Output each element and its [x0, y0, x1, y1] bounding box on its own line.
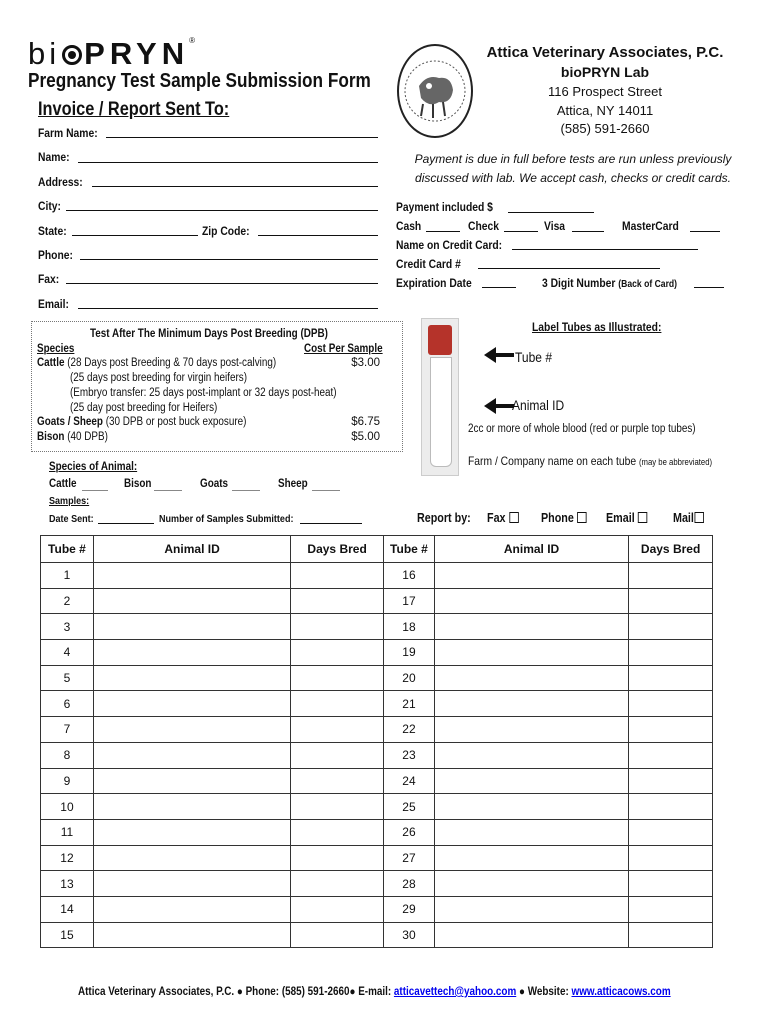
table-row: [41, 691, 384, 717]
state-field[interactable]: [72, 235, 198, 236]
left-days-header: Days Bred: [291, 536, 384, 563]
table-row: [384, 717, 713, 743]
table-row: [41, 640, 384, 666]
table-row: [41, 717, 384, 743]
table-row: [41, 588, 384, 614]
table-row: [384, 896, 713, 922]
tube-number-cell: 22: [384, 717, 435, 743]
farm-note-text: Farm / Company name on each tube: [468, 454, 637, 468]
table-row: [384, 665, 713, 691]
animal-id-cell[interactable]: [93, 922, 290, 948]
days-bred-cell[interactable]: [629, 871, 713, 897]
org-name: Attica Veterinary Associates, P.C.: [486, 44, 724, 61]
table-row: [41, 819, 384, 845]
tube-number-cell: 13: [41, 871, 94, 897]
right-animal-header: Animal ID: [434, 536, 628, 563]
footer-mid: ● Website:: [516, 986, 572, 998]
report-email[interactable]: [606, 511, 648, 525]
cattle-line-4: (25 day post breeding for Heifers): [70, 402, 218, 414]
tube-number-cell: 19: [384, 640, 435, 666]
animal-id-cell[interactable]: [434, 896, 628, 922]
tube-number-cell: 16: [384, 563, 435, 589]
animal-id-cell[interactable]: [93, 563, 290, 589]
days-bred-cell[interactable]: [291, 768, 384, 794]
form-title: Pregnancy Test Sample Submission Form: [28, 70, 371, 92]
city-line: Attica, NY 14011: [556, 103, 654, 118]
species-sheep-label: Sheep: [278, 478, 308, 490]
goats-row: [37, 416, 246, 428]
right-days-header: Days Bred: [629, 536, 713, 563]
address-field[interactable]: [92, 186, 378, 187]
animal-id-cell[interactable]: [93, 665, 290, 691]
mastercard-field[interactable]: [690, 231, 720, 232]
address-label: Address:: [38, 175, 83, 189]
goats-price: $6.75: [351, 416, 380, 428]
animal-id-cell[interactable]: [93, 742, 290, 768]
tube-number-callout: Tube #: [515, 349, 553, 365]
cvv-field[interactable]: [694, 287, 724, 288]
footer-prefix: Attica Veterinary Associates, P.C. ● Phone: (585) 591-2660● E-mail:: [78, 986, 394, 998]
animal-id-callout: Animal ID: [512, 397, 565, 413]
cvv-note: (Back of Card): [618, 279, 678, 290]
animal-id-cell[interactable]: [434, 640, 628, 666]
phone-label: Phone:: [38, 248, 73, 262]
animal-id-cell[interactable]: [93, 717, 290, 743]
bison-detail: (40 DPB): [67, 431, 108, 443]
left-tube-header: Tube #: [41, 536, 94, 563]
goats-name: Goats / Sheep: [37, 416, 103, 428]
table-row: [384, 845, 713, 871]
table-row: [384, 742, 713, 768]
pricing-heading: Test After The Minimum Days Post Breeding (DPB): [90, 328, 328, 340]
report-phone-checkbox[interactable]: [577, 512, 586, 523]
tube-number-cell: 2: [41, 588, 94, 614]
tube-number-cell: 3: [41, 614, 94, 640]
tube-number-cell: 8: [41, 742, 94, 768]
animal-id-cell[interactable]: [93, 896, 290, 922]
report-email-text: Email: [606, 511, 635, 525]
tube-number-arrow-icon: [484, 350, 514, 360]
table-row: [384, 871, 713, 897]
table-row: [41, 563, 384, 589]
payment-notice-2: discussed with lab. We accept cash, checks or credit cards.: [415, 171, 731, 185]
days-bred-cell[interactable]: [291, 614, 384, 640]
cattle-name: Cattle: [37, 357, 65, 369]
table-row: [41, 922, 384, 948]
card-number-field[interactable]: [478, 268, 660, 269]
days-bred-cell[interactable]: [629, 717, 713, 743]
tube-number-cell: 11: [41, 819, 94, 845]
report-by-label: Report by:: [417, 511, 471, 525]
city-label: City:: [38, 199, 61, 213]
farm-name-field[interactable]: [106, 137, 378, 138]
visa-label: Visa: [544, 219, 566, 233]
report-mail[interactable]: [673, 511, 704, 525]
report-phone[interactable]: [541, 511, 587, 525]
lab-phone: (585) 591-2660: [560, 121, 650, 136]
expiration-label: Expiration Date: [396, 276, 472, 290]
table-row: [384, 614, 713, 640]
tube-number-cell: 6: [41, 691, 94, 717]
date-sent-label: Date Sent:: [49, 513, 94, 525]
days-bred-cell[interactable]: [629, 588, 713, 614]
num-samples-label: Number of Samples Submitted:: [159, 513, 294, 525]
days-bred-cell[interactable]: [291, 922, 384, 948]
table-row: [41, 871, 384, 897]
table-row: [384, 640, 713, 666]
tube-number-cell: 30: [384, 922, 435, 948]
report-email-checkbox[interactable]: [638, 512, 647, 523]
table-row: [384, 588, 713, 614]
name-field[interactable]: [78, 162, 378, 163]
animal-id-cell[interactable]: [434, 563, 628, 589]
days-bred-cell[interactable]: [629, 640, 713, 666]
animal-id-cell[interactable]: [434, 588, 628, 614]
table-row: [41, 742, 384, 768]
tube-number-cell: 29: [384, 896, 435, 922]
card-number-label: Credit Card #: [396, 257, 461, 271]
days-bred-cell[interactable]: [291, 871, 384, 897]
animal-id-cell[interactable]: [434, 922, 628, 948]
tube-number-cell: 18: [384, 614, 435, 640]
blood-note: 2cc or more of whole blood (red or purple top tubes): [468, 423, 696, 435]
cattle-price: $3.00: [351, 357, 380, 369]
samples-table-right: [383, 535, 713, 948]
animal-id-cell[interactable]: [93, 768, 290, 794]
city-field[interactable]: [66, 210, 378, 211]
animal-id-cell[interactable]: [434, 794, 628, 820]
animal-id-cell[interactable]: [93, 794, 290, 820]
cattle-line-3: (Embryo transfer: 25 days post-implant or 32 days post-heat): [70, 387, 337, 399]
days-bred-cell[interactable]: [629, 614, 713, 640]
days-bred-cell[interactable]: [291, 691, 384, 717]
animal-id-cell[interactable]: [434, 717, 628, 743]
lab-name: bioPRYN Lab: [560, 64, 650, 80]
table-row: [41, 768, 384, 794]
animal-id-cell[interactable]: [434, 742, 628, 768]
species-sheep-field[interactable]: [312, 490, 340, 491]
cvv-text: 3 Digit Number: [542, 276, 616, 290]
species-goats-label: Goats: [200, 478, 229, 490]
tube-number-cell: 15: [41, 922, 94, 948]
label-tubes-title: Label Tubes as Illustrated:: [532, 320, 662, 334]
report-fax-text: Fax: [487, 511, 506, 525]
days-bred-cell[interactable]: [291, 742, 384, 768]
sample-tube-image: [421, 318, 459, 476]
days-bred-cell[interactable]: [629, 563, 713, 589]
tube-body: [430, 357, 452, 467]
mastercard-label: MasterCard: [622, 219, 679, 233]
farm-note-small: (may be abbreviated): [638, 457, 713, 467]
tube-number-cell: 20: [384, 665, 435, 691]
days-bred-cell[interactable]: [291, 640, 384, 666]
logo-eye-icon: [62, 45, 82, 65]
animal-id-cell[interactable]: [93, 614, 290, 640]
tube-number-cell: 24: [384, 768, 435, 794]
days-bred-cell[interactable]: [291, 665, 384, 691]
farm-name-label: Farm Name:: [38, 126, 98, 140]
days-bred-cell[interactable]: [629, 845, 713, 871]
tube-number-cell: 1: [41, 563, 94, 589]
report-mail-checkbox[interactable]: [695, 512, 704, 523]
fax-field[interactable]: [66, 283, 378, 284]
animal-id-cell[interactable]: [93, 640, 290, 666]
payment-included-label: Payment included $: [396, 200, 493, 214]
cattle-detail: (28 Days post Breeding & 70 days post-calving): [67, 357, 277, 369]
days-bred-cell[interactable]: [291, 563, 384, 589]
visa-field[interactable]: [572, 231, 604, 232]
report-fax-checkbox[interactable]: [509, 512, 518, 523]
tube-number-cell: 25: [384, 794, 435, 820]
animal-id-cell[interactable]: [434, 768, 628, 794]
table-row: [384, 922, 713, 948]
fax-label: Fax:: [38, 272, 60, 286]
table-row: [41, 845, 384, 871]
days-bred-cell[interactable]: [629, 768, 713, 794]
table-row: [41, 614, 384, 640]
table-row: [384, 819, 713, 845]
table-row: [41, 794, 384, 820]
payment-amount-field[interactable]: [508, 212, 594, 213]
left-animal-header: Animal ID: [93, 536, 290, 563]
animal-id-cell[interactable]: [93, 588, 290, 614]
animal-id-cell[interactable]: [93, 845, 290, 871]
table-row: [384, 768, 713, 794]
samples-label: Samples:: [49, 495, 90, 507]
animal-id-arrow-icon: [484, 401, 514, 411]
tube-number-cell: 10: [41, 794, 94, 820]
name-label: Name:: [38, 150, 70, 164]
animal-id-cell[interactable]: [434, 614, 628, 640]
street-address: 116 Prospect Street: [548, 84, 662, 99]
table-row: [41, 896, 384, 922]
days-bred-cell[interactable]: [629, 922, 713, 948]
animal-id-cell[interactable]: [434, 691, 628, 717]
species-cattle-field[interactable]: [82, 490, 108, 491]
email-label: Email:: [38, 297, 69, 311]
farm-note: [468, 454, 712, 468]
footer-email-link[interactable]: atticavettech@yahoo.com: [393, 986, 517, 998]
tube-number-cell: 26: [384, 819, 435, 845]
days-bred-cell[interactable]: [291, 794, 384, 820]
cvv-label: [542, 276, 677, 290]
animal-id-cell[interactable]: [93, 691, 290, 717]
invoice-title: Invoice / Report Sent To:: [38, 99, 230, 120]
payment-notice-1: Payment is due in full before tests are run unless previously: [414, 152, 732, 166]
animal-id-cell[interactable]: [93, 871, 290, 897]
right-tube-header: Tube #: [384, 536, 435, 563]
cash-label: Cash: [396, 219, 422, 233]
animal-id-cell[interactable]: [434, 845, 628, 871]
days-bred-cell[interactable]: [629, 819, 713, 845]
tube-number-cell: 4: [41, 640, 94, 666]
cattle-row: [37, 357, 276, 369]
days-bred-cell[interactable]: [629, 691, 713, 717]
tube-number-cell: 17: [384, 588, 435, 614]
report-mail-text: Mail: [673, 511, 694, 525]
species-title: Species of Animal:: [49, 461, 138, 473]
tube-number-cell: 28: [384, 871, 435, 897]
zip-label: Zip Code:: [202, 224, 250, 238]
animal-id-cell[interactable]: [93, 819, 290, 845]
animal-id-cell[interactable]: [434, 665, 628, 691]
phone-field[interactable]: [80, 259, 378, 260]
tube-number-cell: 21: [384, 691, 435, 717]
check-label: Check: [468, 219, 499, 233]
logo-registered-mark: ®: [189, 36, 199, 45]
cost-col-header: Cost Per Sample: [304, 343, 383, 355]
days-bred-cell[interactable]: [629, 794, 713, 820]
tube-number-cell: 27: [384, 845, 435, 871]
logo-bio-text: bi: [28, 36, 61, 71]
animal-id-cell[interactable]: [434, 819, 628, 845]
report-fax[interactable]: [487, 511, 518, 525]
tube-number-cell: 23: [384, 742, 435, 768]
bison-name: Bison: [37, 431, 65, 443]
species-goats-field[interactable]: [232, 490, 260, 491]
table-row: [384, 563, 713, 589]
report-phone-text: Phone: [541, 511, 574, 525]
species-col-header: Species: [37, 343, 75, 355]
days-bred-cell[interactable]: [291, 588, 384, 614]
footer-website-link[interactable]: www.atticacows.com: [571, 986, 671, 998]
check-field[interactable]: [504, 231, 538, 232]
table-row: [384, 691, 713, 717]
cash-field[interactable]: [426, 231, 460, 232]
cow-seal-icon: [397, 44, 473, 138]
days-bred-cell[interactable]: [291, 896, 384, 922]
email-field[interactable]: [78, 308, 378, 309]
tube-cap: [428, 325, 452, 355]
days-bred-cell[interactable]: [291, 845, 384, 871]
footer: [78, 986, 671, 998]
date-sent-field[interactable]: [98, 523, 154, 524]
species-bison-field[interactable]: [154, 490, 182, 491]
goats-detail: (30 DPB or post buck exposure): [105, 416, 247, 428]
days-bred-cell[interactable]: [291, 819, 384, 845]
table-row: [41, 665, 384, 691]
bison-row: [37, 431, 108, 443]
name-on-card-label: Name on Credit Card:: [396, 238, 503, 252]
tube-number-cell: 9: [41, 768, 94, 794]
table-row: [384, 794, 713, 820]
tube-number-cell: 14: [41, 896, 94, 922]
name-on-card-field[interactable]: [512, 249, 698, 250]
cattle-line-2: (25 days post breeding for virgin heifers): [70, 372, 248, 384]
bison-price: $5.00: [351, 431, 380, 443]
samples-table-left: [40, 535, 384, 948]
species-cattle-label: Cattle: [49, 478, 77, 490]
logo-pryn-text: PRYN: [84, 36, 190, 71]
days-bred-cell[interactable]: [629, 665, 713, 691]
days-bred-cell[interactable]: [629, 742, 713, 768]
expiration-field[interactable]: [482, 287, 516, 288]
num-samples-field[interactable]: [300, 523, 362, 524]
zip-field[interactable]: [258, 235, 378, 236]
bioprn-logo: [28, 36, 198, 72]
tube-number-cell: 12: [41, 845, 94, 871]
tube-number-cell: 5: [41, 665, 94, 691]
days-bred-cell[interactable]: [291, 717, 384, 743]
days-bred-cell[interactable]: [629, 896, 713, 922]
species-bison-label: Bison: [124, 478, 152, 490]
tube-number-cell: 7: [41, 717, 94, 743]
state-label: State:: [38, 224, 67, 238]
animal-id-cell[interactable]: [434, 871, 628, 897]
